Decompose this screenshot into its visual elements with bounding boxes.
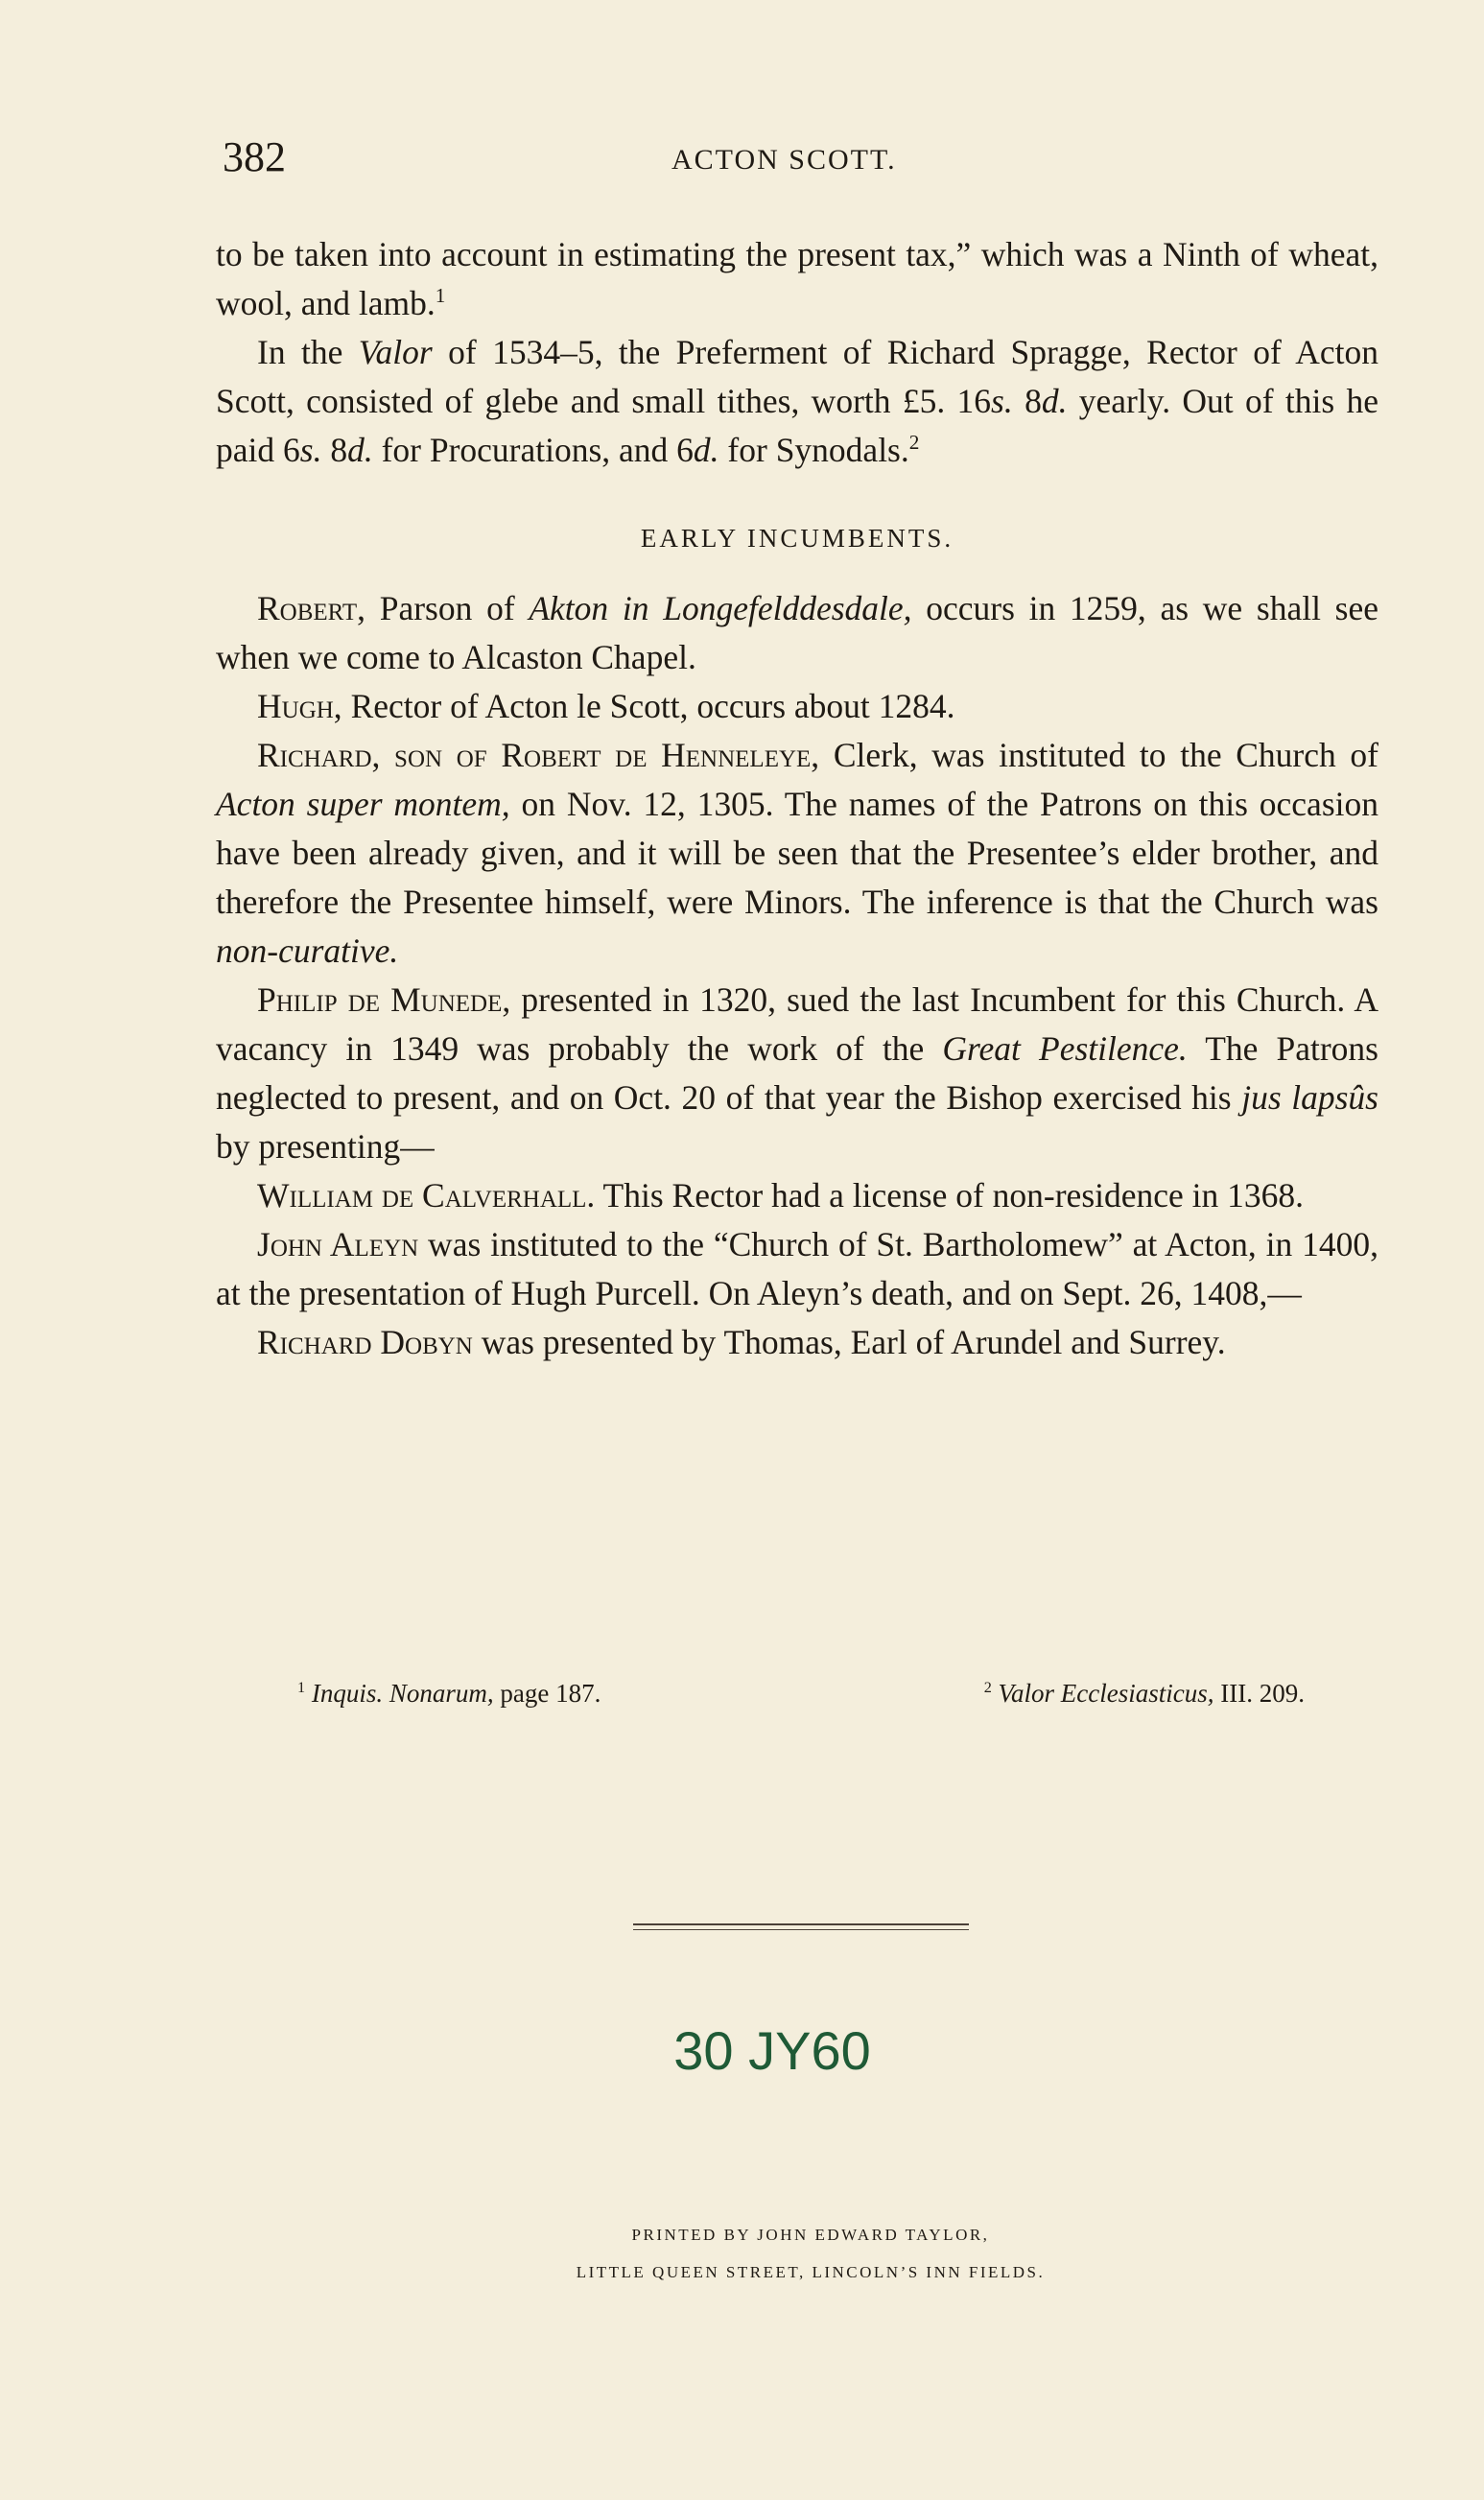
printer-imprint bbox=[403, 2216, 1218, 2291]
paragraph-1: to be taken into account in estimating the present tax,” which was a Ninth of wheat, wool, and lamb.$^1$ bbox=[216, 235, 1378, 322]
paragraph-william: William de Calverhall. This Rector had a license of non-residence in 1368. bbox=[257, 1176, 1305, 1215]
imprint-line-2: LITTLE QUEEN STREET, LINCOLN’S INN FIELDS. bbox=[576, 2263, 1046, 2281]
running-title: ACTON SCOTT. bbox=[671, 144, 897, 176]
footnote-2: $^2$ Valor Ecclesiasticus, III. 209. bbox=[983, 1679, 1305, 1708]
library-stamp: 30 JY60 bbox=[673, 2020, 871, 2081]
body-text bbox=[216, 230, 1378, 1367]
section-heading: EARLY INCUMBENTS. bbox=[640, 524, 954, 553]
paragraph-richard-dobyn: Richard Dobyn was presented by Thomas, Earl of Arundel and Surrey. bbox=[257, 1323, 1226, 1361]
paragraph-2: In the Valor of 1534–5, the Preferment of Richard Spragge, Rector of Acton Scott, consisted of glebe and small tithes, worth £5. 16s. 8d. yearly. Out of this he paid 6s. 8d. for Procurations, and 6d. for Synodals.$^2$ bbox=[216, 333, 1379, 469]
page-number: 382 bbox=[223, 133, 286, 180]
footnote-ref-1: 1 bbox=[435, 284, 446, 308]
imprint-line-1: PRINTED BY JOHN EDWARD TAYLOR, bbox=[631, 2226, 990, 2244]
paragraph-john: John Aleyn was instituted to the “Church of St. Bartholomew” at Acton, in 1400, at the presentation of Hugh Purcell. On Aleyn’s death, and on Sept. 26, 1408,— bbox=[216, 1225, 1379, 1312]
footnote-ref-2: 2 bbox=[908, 431, 920, 455]
paragraph-philip: Philip de Munede, presented in 1320, sued the last Incumbent for this Church. A vacancy in 1349 was probably the work of the Great Pestilence. The Patrons neglected to present, and on Oct. 20 of that year the Bishop exercised his jus lapsûs by presenting— bbox=[216, 980, 1378, 1166]
paragraph-richard: Richard, son of Robert de Henneleye, Clerk, was instituted to the Church of Acton super montem, on Nov. 12, 1305. The names of the Patrons on this occasion have been already given, and it will be seen that the Presentee’s elder brother, and therefore the Presentee himself, were Minors. The inference is that the Church was non-curative. bbox=[216, 736, 1378, 970]
double-rule-divider bbox=[633, 1923, 969, 1930]
footnote-1: $^1$ Inquis. Nonarum, page 187. bbox=[297, 1679, 601, 1708]
footnotes bbox=[297, 1679, 1305, 1709]
paragraph-robert: Robert, Parson of Akton in Longefelddesdale, occurs in 1259, as we shall see when we come to Alcaston Chapel. bbox=[216, 589, 1378, 676]
paragraph-hugh: Hugh, Rector of Acton le Scott, occurs about 1284. bbox=[257, 687, 955, 725]
